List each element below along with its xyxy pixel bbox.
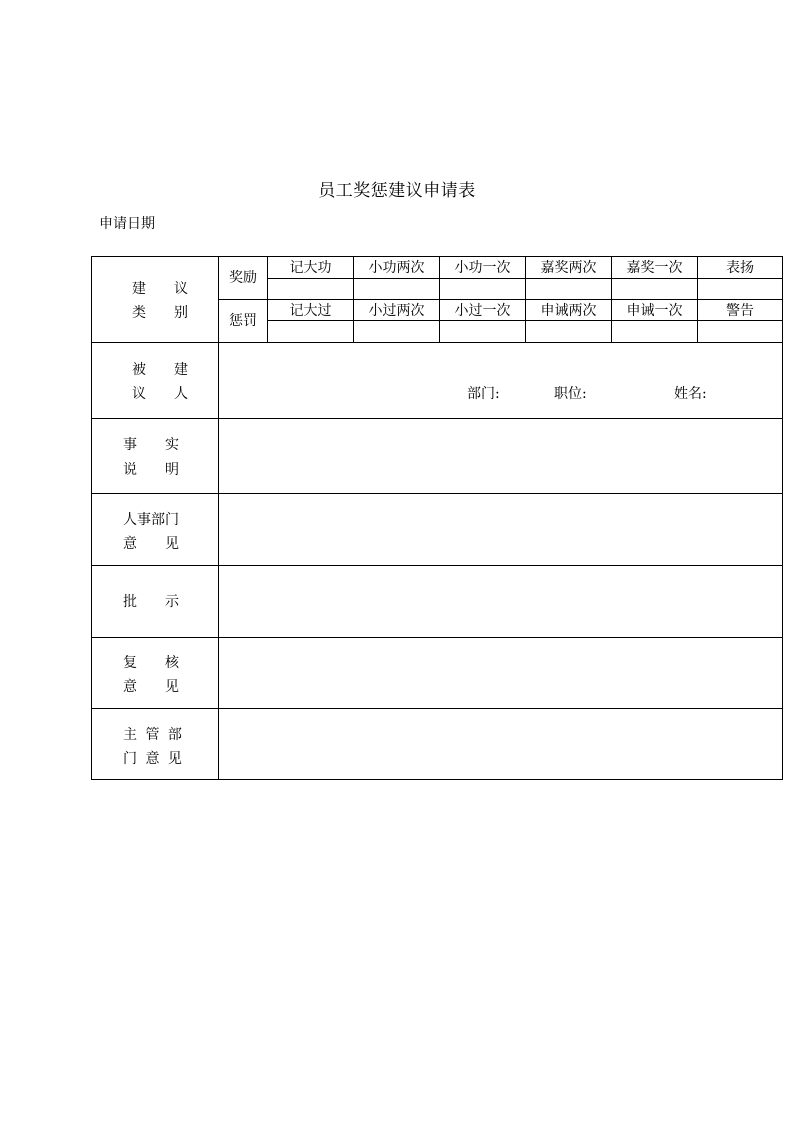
punish-option[interactable]: 申诫两次 [540,303,597,319]
facts-label-line2: 说 明 [123,462,179,478]
reward-option[interactable]: 小功两次 [368,260,425,276]
facts-label-line1: 事 实 [123,437,179,453]
row-divider [92,342,782,343]
manager-opinion-field[interactable] [219,709,782,779]
reward-option[interactable]: 嘉奖一次 [626,260,683,276]
review-label-line2: 意 见 [123,679,179,695]
reward-option[interactable]: 嘉奖两次 [540,260,597,276]
manager-opinion-label-line2: 门 意 见 [123,751,184,767]
punish-label-cell [219,300,267,342]
position-label: 职位: [554,386,587,402]
reward-check-cell[interactable] [268,279,353,299]
reward-check-cell[interactable] [526,279,611,299]
manager-opinion-label-line1: 主 管 部 [123,727,184,743]
hr-opinion-label-line2: 意 见 [123,536,179,552]
review-label-line1: 复 核 [123,655,179,671]
punish-option[interactable]: 警告 [726,303,754,319]
reward-check-cell[interactable] [698,279,782,299]
punish-check-cell[interactable] [354,321,439,342]
category-label-line2: 类 别 [132,305,188,321]
proposed-person-label-line2: 议 人 [132,386,188,402]
position-field[interactable] [592,383,672,403]
reward-check-cell[interactable] [440,279,525,299]
reward-check-cell[interactable] [354,279,439,299]
form-title: 员工奖惩建议申请表 [318,181,476,201]
approval-label: 批 示 [123,594,179,610]
punish-option[interactable]: 小过一次 [454,303,511,319]
dept-field[interactable] [504,383,554,403]
punish-check-cell[interactable] [612,321,697,342]
form-table [91,256,783,780]
punish-option[interactable]: 记大过 [289,303,332,319]
reward-label-cell [219,257,267,299]
hr-opinion-field[interactable] [219,494,782,565]
name-field[interactable] [714,383,780,403]
hr-opinion-label-line1: 人事部门 [123,512,179,528]
punish-option[interactable]: 申诫一次 [626,303,683,319]
facts-field[interactable] [219,419,782,493]
punish-label: 惩罚 [229,313,257,329]
dept-label: 部门: [467,386,500,402]
reward-label: 奖励 [229,270,257,286]
reward-option[interactable]: 小功一次 [454,260,511,276]
apply-date-label: 申请日期 [99,216,155,232]
approval-field[interactable] [219,566,782,637]
punish-check-cell[interactable] [440,321,525,342]
category-label-line1: 建 议 [132,281,188,297]
punish-check-cell[interactable] [698,321,782,342]
proposed-person-label-line1: 被 建 [132,362,188,378]
punish-check-cell[interactable] [268,321,353,342]
punish-option[interactable]: 小过两次 [368,303,425,319]
review-field[interactable] [219,638,782,708]
reward-check-cell[interactable] [612,279,697,299]
reward-option[interactable]: 记大功 [289,260,332,276]
name-label: 姓名: [674,386,707,402]
reward-option[interactable]: 表扬 [726,260,754,276]
punish-check-cell[interactable] [526,321,611,342]
